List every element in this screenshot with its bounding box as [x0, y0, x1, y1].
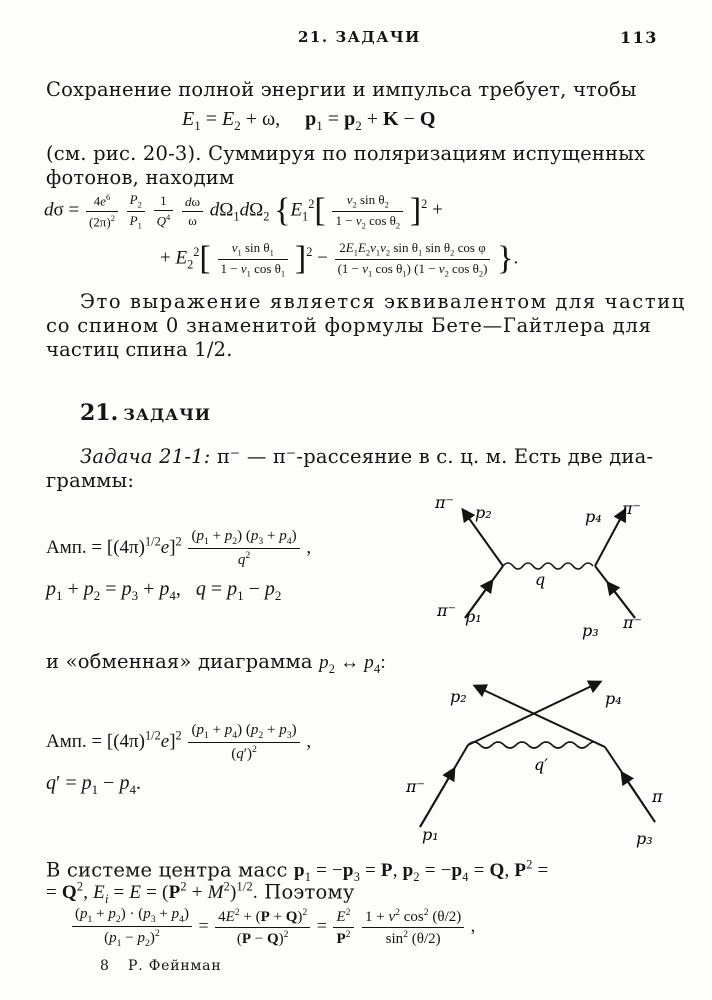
photon-q-prime [468, 742, 599, 748]
amp-label-2: Амп. [46, 730, 87, 752]
footer-author: Р. Фейнман [128, 958, 222, 974]
exchange-line: и «обменная» диаграмма $p_2$ ↔ $p_4$: [46, 650, 386, 676]
para1-line3: фотонов, находим [46, 166, 235, 189]
feynman-diagram-direct [425, 488, 675, 648]
problem-label: Задача 21-1: [80, 445, 211, 468]
amp-label-1: Амп. [46, 536, 87, 558]
label-p2: p₂ [450, 687, 467, 706]
label-pi-top-right: π⁻ [622, 499, 641, 518]
label-pi-bottom-right: π⁻ [623, 613, 642, 632]
para2-line3: частиц спина 1/2. [46, 338, 233, 361]
conservation-equation: $E_1 = E_2 + \omega$, $p_1 = p_2 + K - Q$ [182, 108, 436, 133]
label-p3: p₃ [636, 829, 653, 848]
problem-line1-rest: π⁻ — π⁻-рассеяние в с. ц. м. Есть две диа- [216, 445, 654, 468]
arrow-p1 [420, 769, 454, 827]
cms-text: В системе центра масс [46, 858, 288, 882]
section-heading [80, 400, 211, 426]
printer-signature: 8 [100, 958, 109, 974]
label-p4: p₄ [585, 507, 602, 526]
therefore-text: Поэтому [264, 880, 355, 904]
feynman-diagram-exchange [400, 672, 690, 852]
label-p2: p₂ [475, 503, 492, 522]
momentum-relation-2: $q' = p_1 - p_4$. [46, 772, 141, 797]
amplitude-2: Амп. = $[(4\pi)^{1/2}e]^2$ $\frac{(p_1 + p_4) (p_2 + p_3)}{(q')^2}$ , [46, 722, 312, 762]
para2-line1: Это выражение является эквивалентом для частиц [80, 290, 686, 313]
label-q-prime: q′ [534, 755, 548, 774]
para1-line1: Сохранение полной энергии и импульса требует, чтобы [46, 78, 637, 101]
problem-line2: граммы: [46, 469, 135, 492]
para1-line2: (см. рис. 20-3). Суммируя по поляризациям испущенных [46, 142, 646, 165]
problem-line1 [80, 445, 653, 468]
cross-section-line2: + $E_2^2$[ $\frac{v_1 \sin \theta_1}{1 - v_1 \cos \theta_1}$ ]$^2$ − $\frac{2E_1E_2v_1v_2 \sin \theta_1 \sin \theta_2 \cos \varphi}{(1 - v_1 \cos \theta_1) (1 - v_2 \cos \theta_2)}$ }. [160, 240, 519, 279]
label-p1: p₁ [465, 607, 482, 626]
momentum-relation-1: $p_1 + p_2 = p_3 + p_4$, $q = p_1 - p_2$ [46, 578, 282, 603]
page-number: 113 [620, 28, 658, 47]
label-pi-bottom-left: π⁻ [437, 601, 456, 620]
label-pi-top-left: π⁻ [435, 493, 454, 512]
ratio-equation: $\frac{(p_1 + p_2) \cdot (p_3 + p_4)}{(p_1 - p_2)^2}$ = $\frac{4E^2 + (P + Q)^2}{(P - Q)^2}$ = $\frac{E^2}{P^2}$ $\frac{1 + v^2 \cos^2 (\theta/2)}{\sin^2 (\theta/2)}$ , [70, 906, 475, 949]
photon-q [503, 563, 593, 569]
cross-section-line1: dσ = $\frac{4e^6}{(2\pi)^2}$ $\frac{P_2}{P_1}$ $\frac{1}{Q^4}$ $\frac{d\omega}{\omega}$ $d\Omega_1d\Omega_2$ {$E_1^2$[ $\frac{v_2 \sin \theta_2}{1 - v_2 \cos \theta_2}$ ]$^2$ + [44, 192, 443, 231]
label-pi-right: π [652, 787, 663, 806]
cms-line2: = $Q^2$, $E_i = E = (P^2 + M^2)^{1/2}$. Поэтому [46, 880, 355, 907]
label-p4: p₄ [605, 689, 622, 708]
label-p1: p₁ [422, 825, 439, 844]
label-p3: p₃ [582, 621, 599, 640]
exchange-text: и «обменная» диаграмма [46, 650, 313, 673]
amplitude-1: Амп. = $[(4\pi)^{1/2}e]^2$ $\frac{(p_1 + p_2) (p_3 + p_4)}{q^2}$ , [46, 528, 312, 568]
label-q: q [535, 570, 546, 589]
para2-line2: со спином 0 знаменитой формулы Бете—Гайтлера для [46, 314, 652, 337]
running-title: 21. ЗАДАЧИ [298, 28, 421, 46]
label-pi-left: π⁻ [406, 777, 425, 796]
section-title: ЗАДАЧИ [123, 405, 211, 424]
line-p2 [475, 686, 605, 747]
cms-line1: В системе центра масс $p_1 = -p_3 = P$, $p_2 = -p_4 = Q$, $P^2$ = [46, 858, 549, 885]
arrow-p3 [622, 773, 655, 822]
section-number: 21. [80, 400, 119, 426]
